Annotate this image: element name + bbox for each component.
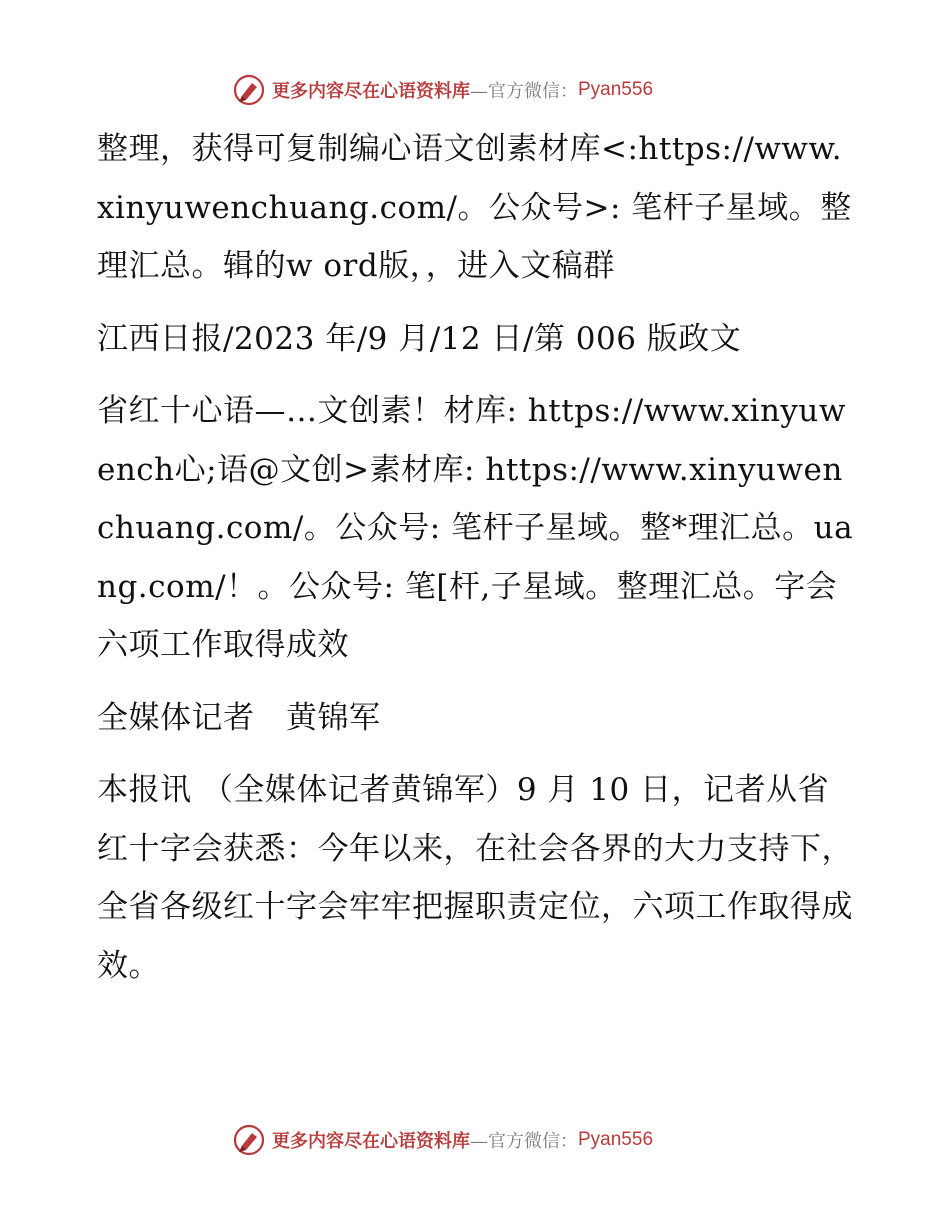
pen-logo-icon — [232, 73, 266, 107]
banner-gray-text: —官方微信： — [470, 1131, 578, 1152]
byline: 全媒体记者 黄锦军 — [97, 699, 381, 736]
article-body — [97, 120, 857, 995]
banner-red-text: 更多内容尽在心语资料库 — [272, 1131, 470, 1152]
footer-banner — [232, 1120, 653, 1160]
banner-wechat-id: Pyan556 — [578, 1129, 654, 1150]
pen-logo-icon — [232, 1123, 266, 1157]
headline-paragraph: 省红十心语—…文创素！材库: https://www.xinyuwench心;语@文创>素材库: https://www.xinyuwenchuang.com/。公众号: 笔杆子星域。整*理汇总。uang.com/！。公众号: 笔[杆,子星域。整理汇总。字会六项工作取得成效 — [97, 393, 854, 663]
source-line: 江西日报/2023 年/9 月/12 日/第 006 版政文 — [97, 320, 742, 357]
header-banner — [232, 70, 653, 110]
intro-paragraph: 整理，获得可复制编心语文创素材库<:https://www.xinyuwenchuang.com/。公众号>: 笔杆子星域。整理汇总。辑的w ord版，，进入文稿群 — [97, 131, 852, 284]
banner-wechat-id: Pyan556 — [578, 79, 654, 100]
lead-paragraph: 本报讯 （全媒体记者黄锦军）9 月 10 日，记者从省红十字会获悉：今年以来，在社会各界的大力支持下，全省各级红十字会牢牢把握职责定位，六项工作取得成效。 — [97, 772, 853, 984]
banner-gray-text: —官方微信： — [470, 81, 578, 102]
banner-red-text: 更多内容尽在心语资料库 — [272, 81, 470, 102]
